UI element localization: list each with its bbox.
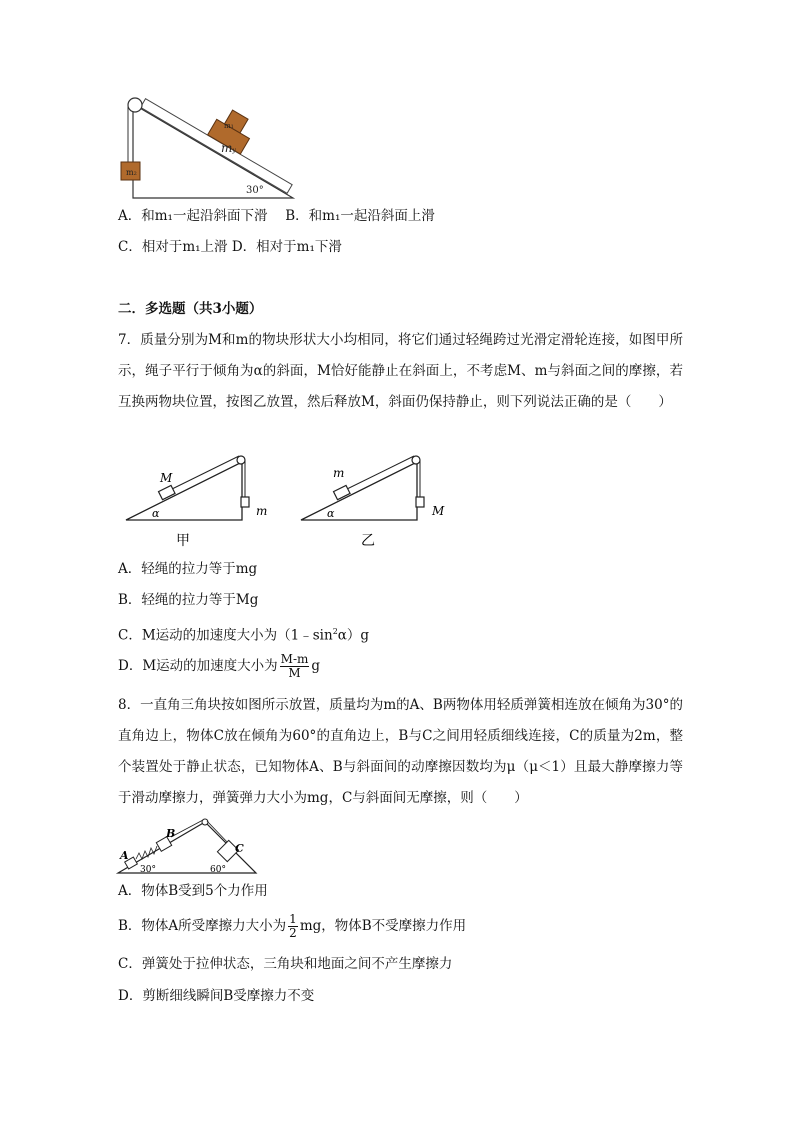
q7b-block-hanging [416,497,424,507]
q7b-label-hanging: M [432,504,445,518]
q8-angle-left: 30° [140,865,156,875]
q7-option-c [118,622,369,646]
q6-M-label: m [221,141,233,155]
q6-m1-label: m [224,122,231,130]
q7a-incline [126,462,242,520]
q8-option-b-denominator: 2 [289,926,297,940]
q7-option-d-fraction [280,653,310,680]
q7b-pulley [412,456,420,464]
q7-stem: 7．质量分别为M和m的物块形状大小均相同，将它们通过轻绳跨过光滑定滑轮连接，如图甲所示，绳子平行于倾角为α的斜面，M恰好能静止在斜面上，不考虑M、m与斜面之间的摩擦，若互换两物块位置，按图乙放置，然后释放M，斜面仍保持静止，则下列说法正确的是（ ） [118,332,683,410]
q8-option-b-numerator: 1 [289,912,297,926]
q7a-pulley [237,456,245,464]
q8-option-c: C．弹簧处于拉伸状态，三角块和地面之间不产生摩擦力 [118,956,453,972]
svg-text:m1 [224,122,234,130]
q7b-angle: α [327,507,335,520]
q8-label-C: C [235,842,244,855]
q8-label-A: A [120,849,129,862]
q8-option-b-pre: B．物体A所受摩擦力大小为 [118,918,287,934]
q6-figure [118,92,300,202]
q7-option-b: B．轻绳的拉力等于Mg [118,592,259,608]
q7-option-d-pre: D．M运动的加速度大小为 [118,658,278,674]
q6-m2-label: m [126,168,134,177]
q6-M-sub: y [232,147,236,154]
q7-option-c-sup: 2 [332,627,338,636]
q7a-block-hanging [241,497,249,507]
q8-option-b [118,910,466,942]
q7-option-d-post: g [311,658,321,674]
q7a-label-slope: M [160,471,173,485]
section-title: 二．多选题（共3小题） [118,301,263,317]
q8-stem: 8．一直角三角块按如图所示放置，质量均为m的A、B两物体用轻质弹簧相连放在倾角为30°的直角边上，物体C放在倾角为60°的直角边上，B与C之间用轻质细线连接，C的质量为2m，整个装置处于静止状态，已知物体A、B与斜面间的动摩擦因数均为μ（μ＜1）且最大静摩擦力等于滑动摩擦力，弹簧弹力大小为mg，C与斜面间无摩擦，则（ ） [118,697,683,806]
q6-pulley [128,98,142,112]
q6-incline [133,104,293,198]
q6-options-row2: C．相对于m₁上滑 D．相对于m₁下滑 [118,239,342,255]
q6-m1-sub: 1 [230,124,234,130]
q7-option-d-numerator: M-m [280,652,309,666]
q6-angle-label: 30° [246,185,264,196]
q7a-label-hanging: m [256,504,268,518]
q7-figure-yi [297,455,457,550]
q8-angle-right: 60° [210,865,226,875]
q7-option-c-post: α）g [337,627,370,644]
q6-options-row1: A．和m₁一起沿斜面下滑 B．和m₁一起沿斜面上滑 [118,208,435,224]
q6-m2-sub: 2 [133,171,137,177]
q7-figure-jia [122,455,272,550]
q7a-angle: α [152,507,160,520]
q7b-caption: 乙 [361,533,375,549]
q7-option-a: A．轻绳的拉力等于mg [118,561,258,577]
q7b-incline [301,462,417,520]
q8-label-B: B [166,827,176,840]
q7a-caption: 甲 [176,533,190,549]
q8-option-b-fraction [288,913,298,940]
q8-option-a: A．物体B受到5个力作用 [118,883,268,899]
q7-option-d-denominator: M [288,666,301,680]
q7-option-c-pre: C．M运动的加速度大小为（1﹣sin [118,627,333,644]
q7-option-d [118,652,320,680]
q8-figure [116,815,266,877]
q8-option-b-post: mg，物体B不受摩擦力作用 [299,918,467,934]
q7b-label-slope: m [333,466,345,480]
q8-option-d: D．剪断细线瞬间B受摩擦力不变 [118,988,315,1004]
